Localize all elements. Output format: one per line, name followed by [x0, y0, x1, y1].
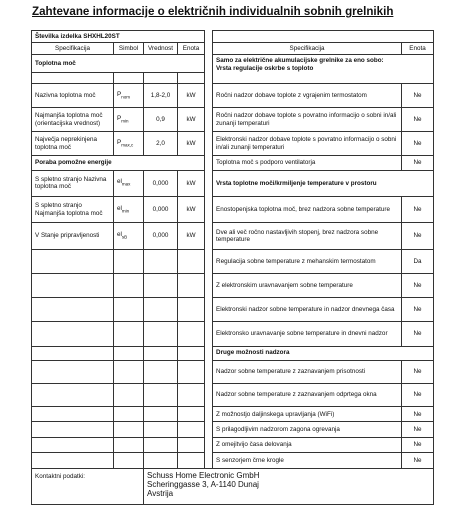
- empty-cell: [114, 346, 144, 360]
- contact-line1: Schuss Home Electronic GmbH: [147, 470, 260, 480]
- spec-cell: S spletno stranjo Najmanjša toplotna moč: [32, 197, 114, 223]
- table-row: [32, 360, 434, 383]
- symbol-subscript: max,c: [121, 142, 134, 148]
- empty-cell: [144, 273, 178, 297]
- empty-cell: [144, 72, 178, 83]
- symbol-subscript: min: [121, 117, 129, 123]
- spec-cell: Najmanjša toplotna moč (orientacijska vrednost): [32, 107, 114, 131]
- column-gap: [205, 437, 213, 452]
- empty-cell: [178, 437, 205, 452]
- spec-cell: Elektronsko uravnavanje sobne temperature in dnevni nadzor: [213, 322, 402, 346]
- spec-cell: Ročni nadzor dobave toplote z vgrajenim termostatom: [213, 83, 402, 107]
- empty-cell: [32, 437, 114, 452]
- table-row: [32, 132, 434, 156]
- empty-cell: [178, 273, 205, 297]
- spec-cell: S prilagodljivim nadzorom zagona ogrevanja: [213, 422, 402, 437]
- spec-cell: Elektronski nadzor sobne temperature in nadzor dnevnega časa: [213, 298, 402, 322]
- symbol-subscript: min: [121, 208, 130, 214]
- unit-cell: Ne: [402, 197, 434, 223]
- unit-cell: kW: [178, 132, 205, 156]
- spec-cell: Regulacija sobne temperature z mehanskim termostatom: [213, 249, 402, 273]
- table-row: [32, 83, 434, 107]
- table-row: [32, 407, 434, 422]
- spec-cell: Nadzor sobne temperature z zaznavanjem prisotnosti: [213, 360, 402, 383]
- spec-cell: S senzorjem črne krogle: [213, 453, 402, 468]
- table-row: [32, 170, 434, 196]
- column-header: Specifikacija: [213, 43, 402, 55]
- empty-cell: [32, 273, 114, 297]
- empty-cell: [144, 298, 178, 322]
- empty-cell: [178, 407, 205, 422]
- value-cell: 1,8-2,0: [144, 83, 178, 107]
- empty-cell: [114, 298, 144, 322]
- symbol-letter: el: [117, 204, 122, 212]
- spec-cell: Toplotna moč s podporo ventilatorja: [213, 156, 402, 170]
- symbol-letter: el: [117, 178, 122, 186]
- column-gap: [205, 383, 213, 406]
- table-row: [32, 55, 434, 73]
- symbol-subscript: nom: [121, 93, 130, 99]
- column-gap: [205, 407, 213, 422]
- column-gap: [205, 223, 213, 249]
- storage-heaters-title: [213, 55, 434, 84]
- table-row: [32, 31, 434, 43]
- section-title: Poraba pomožne energije: [32, 156, 205, 170]
- document-title: Zahtevane informacije o električnih individualnih sobnih grelnikih: [32, 5, 394, 18]
- spec-cell: Elektronski nadzor dobave toplote s povratno informacijo o sobni in/ali zunanji temperaturi: [213, 132, 402, 156]
- table-row: [32, 273, 434, 297]
- empty-cell: [32, 249, 114, 273]
- column-gap: [205, 360, 213, 383]
- empty-cell: [178, 249, 205, 273]
- column-header: Enota: [178, 43, 205, 55]
- empty-cell: [144, 249, 178, 273]
- unit-cell: Ne: [402, 298, 434, 322]
- symbol-cell: [114, 223, 144, 249]
- spec-cell: S spletno stranjo Nazivna toplotna moč: [32, 170, 114, 196]
- symbol-cell: [114, 132, 144, 156]
- column-gap: [205, 55, 213, 73]
- empty-cell: [114, 360, 144, 383]
- unit-cell: kW: [178, 107, 205, 131]
- empty-cell: [32, 346, 114, 360]
- empty-cell: [144, 407, 178, 422]
- unit-cell: Ne: [402, 156, 434, 170]
- unit-cell: Ne: [402, 360, 434, 383]
- empty-cell: [144, 322, 178, 346]
- unit-cell: Ne: [402, 383, 434, 406]
- column-gap: [205, 197, 213, 223]
- value-cell: 2,0: [144, 132, 178, 156]
- table-row: [32, 383, 434, 406]
- symbol-letter: P: [117, 138, 122, 146]
- symbol-letter: P: [117, 114, 122, 122]
- empty-cell: [32, 383, 114, 406]
- table-row: [32, 453, 434, 468]
- empty-cell: [178, 346, 205, 360]
- empty-cell: [32, 72, 114, 83]
- spec-cell: Z elektronskim uravnavanjem sobne temperature: [213, 273, 402, 297]
- contact-details: [144, 468, 434, 504]
- contact-line3: Avstrija: [147, 488, 174, 498]
- spec-cell: Nazivna toplotna moč: [32, 83, 114, 107]
- table-row: [32, 156, 434, 170]
- empty-cell: [32, 360, 114, 383]
- table-row: [32, 468, 434, 504]
- unit-cell: Ne: [402, 273, 434, 297]
- unit-cell: Ne: [402, 132, 434, 156]
- table-row: [32, 322, 434, 346]
- section-title: Druge možnosti nadzora: [213, 346, 434, 360]
- column-gap: [205, 43, 213, 55]
- empty-cell: [178, 298, 205, 322]
- unit-cell: Ne: [402, 453, 434, 468]
- column-gap: [205, 72, 213, 83]
- empty-cell: [144, 346, 178, 360]
- empty-cell: [144, 422, 178, 437]
- empty-cell: [178, 322, 205, 346]
- empty-cell: [178, 360, 205, 383]
- unit-cell: Ne: [402, 107, 434, 131]
- spec-cell: Nadzor sobne temperature z zaznavanjem odprtega okna: [213, 383, 402, 406]
- section-title: Toplotna moč: [32, 55, 205, 73]
- table-row: [32, 223, 434, 249]
- column-gap: [205, 322, 213, 346]
- empty-cell: [213, 31, 434, 43]
- symbol-subscript: sB: [121, 234, 128, 240]
- value-cell: 0,000: [144, 223, 178, 249]
- spec-cell: Z možnostjo daljinskega upravljanja (WiFi): [213, 407, 402, 422]
- empty-cell: [144, 383, 178, 406]
- table-row: [32, 298, 434, 322]
- symbol-subscript: max: [121, 181, 131, 187]
- column-gap: [205, 249, 213, 273]
- empty-cell: [144, 453, 178, 468]
- unit-cell: kW: [178, 170, 205, 196]
- empty-cell: [114, 72, 144, 83]
- column-gap: [205, 31, 213, 43]
- column-gap: [205, 156, 213, 170]
- unit-cell: Da: [402, 249, 434, 273]
- column-gap: [205, 298, 213, 322]
- column-gap: [205, 453, 213, 468]
- empty-cell: [114, 407, 144, 422]
- spec-cell: Z omejitvijo časa delovanja: [213, 437, 402, 452]
- unit-cell: Ne: [402, 422, 434, 437]
- table-row: [32, 437, 434, 452]
- symbol-cell: [114, 197, 144, 223]
- empty-cell: [144, 360, 178, 383]
- spec-cell: Enostopenjska toplotna moč, brez nadzora sobne temperature: [213, 197, 402, 223]
- spec-cell: V Stanje pripravljenosti: [32, 223, 114, 249]
- empty-cell: [114, 437, 144, 452]
- table-row: [32, 197, 434, 223]
- unit-cell: Ne: [402, 407, 434, 422]
- empty-cell: [32, 322, 114, 346]
- section-title: Vrsta toplotne moči/krmiljenje temperature v prostoru: [213, 170, 434, 196]
- unit-cell: Ne: [402, 223, 434, 249]
- empty-cell: [32, 298, 114, 322]
- column-gap: [205, 107, 213, 131]
- value-cell: 0,000: [144, 170, 178, 196]
- empty-cell: [178, 383, 205, 406]
- empty-cell: [114, 453, 144, 468]
- empty-cell: [114, 322, 144, 346]
- column-gap: [205, 83, 213, 107]
- column-gap: [205, 132, 213, 156]
- table-row: [32, 249, 434, 273]
- table-row: [32, 107, 434, 131]
- table-row: [32, 43, 434, 55]
- unit-cell: Ne: [402, 437, 434, 452]
- model-number: Številka izdelka SHXHL20ST: [32, 31, 205, 43]
- contact-label: Kontaktni podatki:: [32, 468, 144, 504]
- symbol-cell: [114, 107, 144, 131]
- contact-line2: Scheringgasse 3, A-1140 Dunaj: [147, 479, 259, 489]
- table-row: [32, 346, 434, 360]
- column-header: Simbol: [114, 43, 144, 55]
- column-header: Vrednost: [144, 43, 178, 55]
- symbol-letter: P: [117, 90, 122, 98]
- column-gap: [205, 422, 213, 437]
- spec-cell: Največja neprekinjena toplotna moč: [32, 132, 114, 156]
- product-info-table: [31, 30, 434, 505]
- empty-cell: [178, 72, 205, 83]
- empty-cell: [178, 422, 205, 437]
- column-header: Enota: [402, 43, 434, 55]
- symbol-cell: [114, 83, 144, 107]
- empty-cell: [144, 437, 178, 452]
- empty-cell: [32, 422, 114, 437]
- unit-cell: kW: [178, 83, 205, 107]
- empty-cell: [114, 273, 144, 297]
- spec-cell: Dve ali več ročno nastavljivih stopenj, brez nadzora sobne temperature: [213, 223, 402, 249]
- column-gap: [205, 170, 213, 196]
- unit-cell: Ne: [402, 83, 434, 107]
- empty-cell: [114, 422, 144, 437]
- value-cell: 0,000: [144, 197, 178, 223]
- column-gap: [205, 273, 213, 297]
- storage-subtitle-line: Vrsta regulacije oskrbe s toploto: [216, 64, 314, 72]
- storage-title-line: Samo za električne akumulacijske grelnike za eno sobo:: [216, 57, 384, 65]
- table-row: [32, 422, 434, 437]
- empty-cell: [114, 249, 144, 273]
- unit-cell: Ne: [402, 322, 434, 346]
- empty-cell: [114, 383, 144, 406]
- column-gap: [205, 346, 213, 360]
- value-cell: 0,9: [144, 107, 178, 131]
- empty-cell: [178, 453, 205, 468]
- empty-cell: [32, 407, 114, 422]
- symbol-cell: [114, 170, 144, 196]
- symbol-letter: el: [117, 231, 122, 239]
- column-header: Specifikacija: [32, 43, 114, 55]
- unit-cell: kW: [178, 223, 205, 249]
- empty-cell: [32, 453, 114, 468]
- unit-cell: kW: [178, 197, 205, 223]
- spec-cell: Ročni nadzor dobave toplote s povratno informacijo o sobni in/ali zunanji temperaturi: [213, 107, 402, 131]
